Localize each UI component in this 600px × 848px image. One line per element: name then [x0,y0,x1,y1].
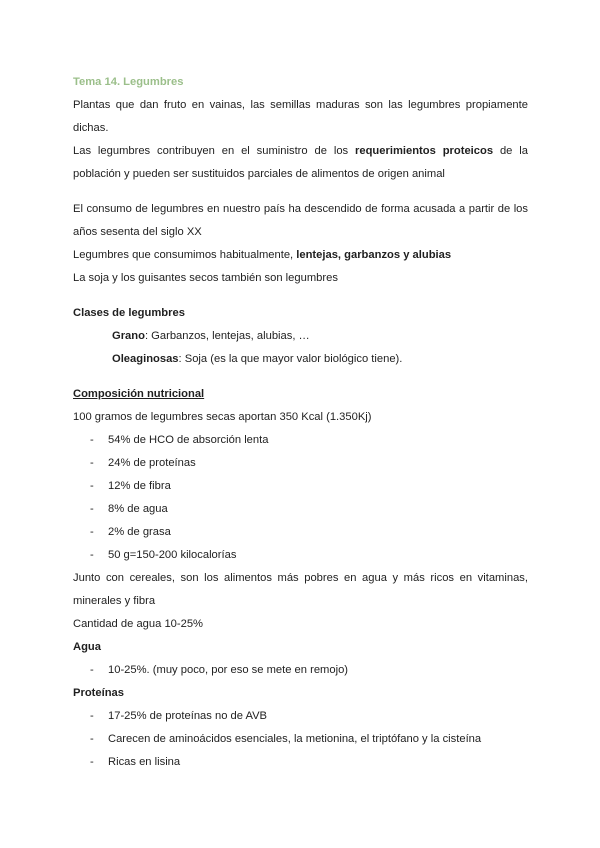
dash-bullet: - [90,457,94,469]
oleaginosas-text: : Soja (es la que mayor valor biológico tiene). [178,353,403,365]
list-item-text: 54% de HCO de absorción lenta [108,434,269,446]
consumo-paragraph-1: El consumo de legumbres en nuestro país ha descendido de forma acusada a partir de los años sesenta del siglo XX [73,203,528,238]
list-item [73,659,528,682]
list-item-text: Carecen de aminoácidos esenciales, la metionina, el triptófano y la cisteína [108,733,482,745]
dash-bullet: - [90,733,94,745]
intro-paragraph-2 [73,140,528,186]
list-item [73,429,528,452]
intro-p2-text-end: de la población y pueden ser sustituidos parciales de alimentos de origen animal [73,145,528,180]
intro-p2-bold: requerimientos proteicos [355,145,494,157]
consumo-paragraph-3: La soja y los guisantes secos también son legumbres [73,272,338,284]
list-item [73,498,528,521]
dash-bullet: - [90,503,94,515]
list-item-text: Ricas en lisina [108,756,181,768]
list-item [73,751,528,774]
list-item [73,475,528,498]
dash-bullet: - [90,526,94,538]
list-item [73,544,528,567]
list-item-text: 8% de agua [108,503,168,515]
dash-bullet: - [90,549,94,561]
clases-heading: Clases de legumbres [73,307,185,319]
intro-paragraph-1: Plantas que dan fruto en vainas, las semillas maduras son las legumbres propiamente dichas. [73,99,528,134]
consumo-p2-text: Legumbres que consumimos habitualmente, [73,249,297,261]
oleaginosas-label: Oleaginosas [112,353,179,365]
page-title: Tema 14. Legumbres [73,76,184,88]
consumo-paragraph-2 [73,244,528,267]
list-item [73,521,528,544]
dash-bullet: - [90,710,94,722]
list-item-text: 12% de fibra [108,480,171,492]
intro-p2-text: Las legumbres contribuyen en el suministro de los [73,145,356,157]
dash-bullet: - [90,756,94,768]
grano-label: Grano [112,330,145,342]
composicion-intro: 100 gramos de legumbres secas aportan 350 Kcal (1.350Kj) [73,411,372,423]
list-item-text: 17-25% de proteínas no de AVB [108,710,268,722]
grano-text: : Garbanzos, lentejas, alubias, … [144,330,310,342]
dash-bullet: - [90,434,94,446]
list-item [73,452,528,475]
list-item-text: 2% de grasa [108,526,171,538]
list-item-text: 50 g=150-200 kilocalorías [108,549,237,561]
dash-bullet: - [90,664,94,676]
dash-bullet: - [90,480,94,492]
list-item-text: 10-25%. (muy poco, por eso se mete en remojo) [108,664,349,676]
agua-cantidad: Cantidad de agua 10-25% [73,618,204,630]
consumo-p2-bold: lentejas, garbanzos y alubias [296,249,452,261]
list-item [73,705,528,728]
document-page [73,71,528,774]
agua-heading: Agua [73,641,101,653]
clases-grano [73,325,528,348]
clases-oleaginosas [73,348,528,371]
composicion-note: Junto con cereales, son los alimentos más pobres en agua y más ricos en vitaminas, minerales y fibra [73,572,528,607]
proteinas-heading: Proteínas [73,687,124,699]
composicion-heading: Composición nutricional [73,388,205,400]
list-item-text: 24% de proteínas [108,457,196,469]
list-item [73,728,528,751]
